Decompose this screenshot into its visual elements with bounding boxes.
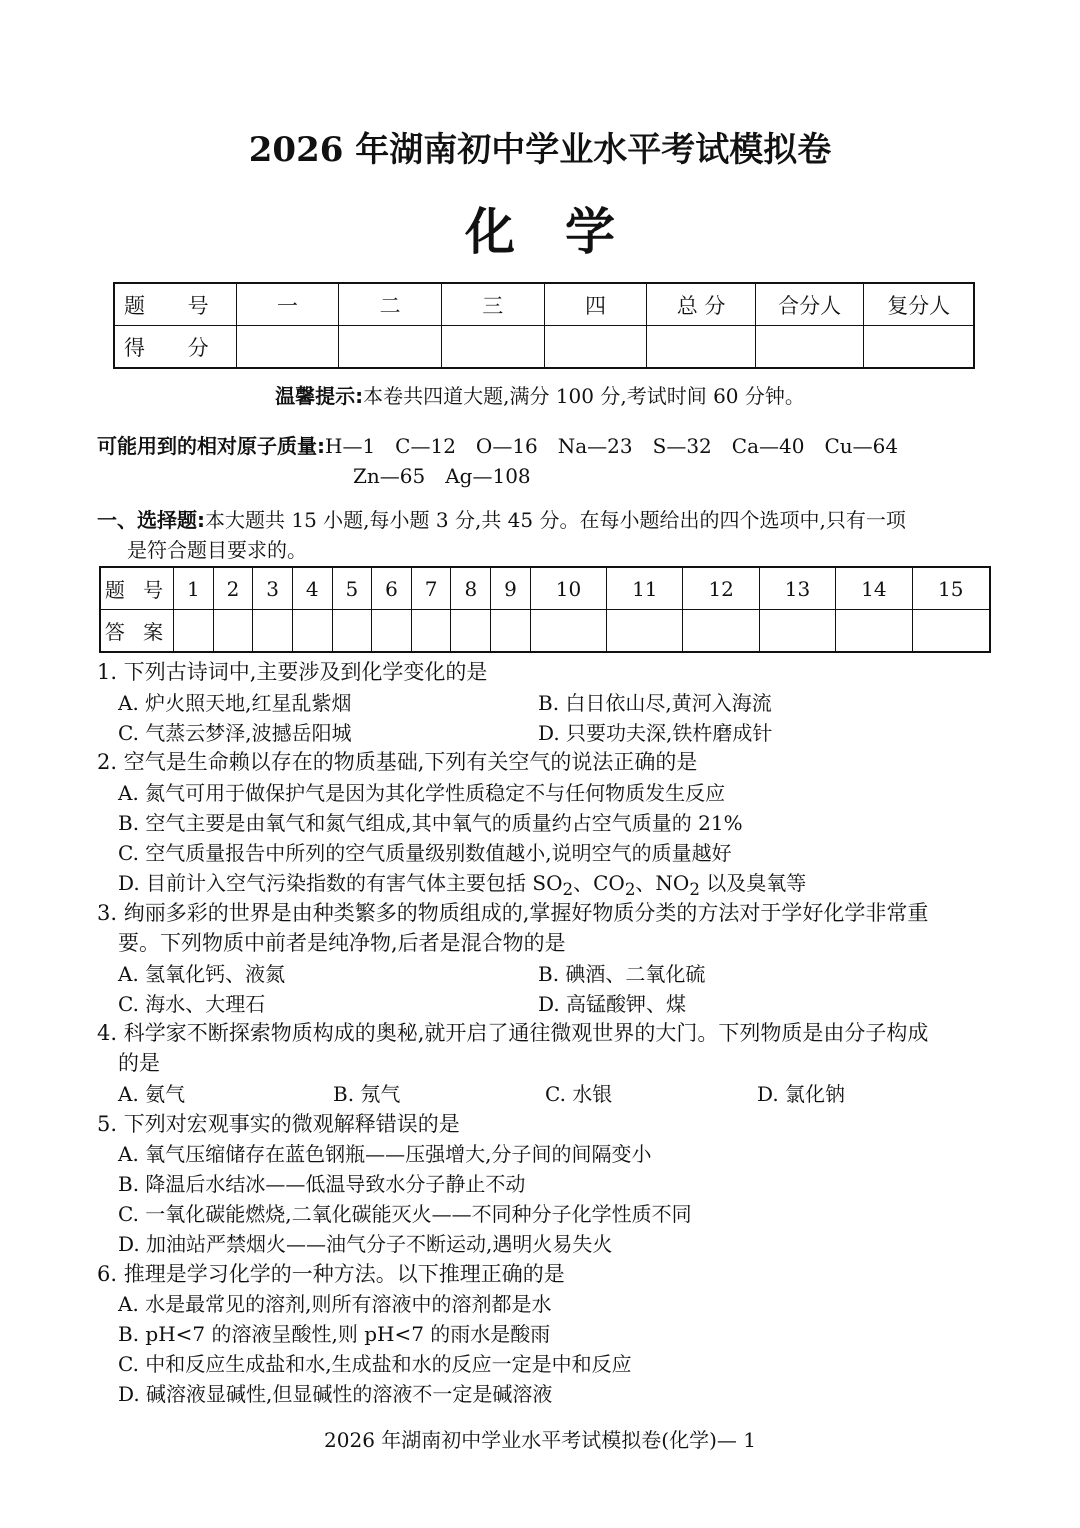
subscript-2: 2	[689, 880, 700, 899]
answer-cell[interactable]	[683, 610, 759, 653]
score-header-cell: 四	[544, 283, 647, 326]
answer-number-cell: 9	[491, 567, 531, 610]
score-cell[interactable]	[236, 326, 339, 369]
question-6-option-c: C. 中和反应生成盐和水,生成盐和水的反应一定是中和反应	[118, 1352, 632, 1376]
answer-number-cell: 12	[683, 567, 759, 610]
answer-cell[interactable]	[292, 610, 332, 653]
answer-cell[interactable]	[332, 610, 372, 653]
page-footer: 2026 年湖南初中学业水平考试模拟卷(化学)— 1	[324, 1428, 756, 1452]
question-2-option-d-text: D. 目前计入空气污染指数的有害气体主要包括 SO	[118, 871, 563, 895]
score-cell[interactable]	[441, 326, 544, 369]
score-table-score-row	[114, 326, 974, 369]
question-4-option-d: D. 氯化钠	[757, 1082, 846, 1106]
answer-number-cell: 5	[332, 567, 372, 610]
answer-number-cell: 13	[759, 567, 835, 610]
question-4-option-b: B. 氖气	[333, 1082, 401, 1106]
score-header-cell: 一	[236, 283, 339, 326]
answer-table-number-row	[100, 567, 990, 610]
answer-cell[interactable]	[253, 610, 293, 653]
question-3-option-d: D. 高锰酸钾、煤	[538, 992, 687, 1016]
score-cell[interactable]	[647, 326, 756, 369]
subscript-2: 2	[562, 880, 574, 899]
atomic-mass-line-1	[97, 430, 898, 459]
score-header-cell: 复分人	[864, 283, 974, 326]
atomic-mass-label: 可能用到的相对原子质量:	[97, 434, 325, 458]
atomic-mass-values-2: Zn—65 Ag—108	[353, 464, 531, 488]
question-1-option-c: C. 气蒸云梦泽,波撼岳阳城	[118, 721, 352, 745]
question-2-option-a: A. 氮气可用于做保护气是因为其化学性质稳定不与任何物质发生反应	[118, 781, 726, 805]
question-2-stem: 2. 空气是生命赖以存在的物质基础,下列有关空气的说法正确的是	[97, 750, 698, 774]
question-5-option-a: A. 氧气压缩储存在蓝色钢瓶——压强增大,分子间的间隔变小	[118, 1142, 652, 1166]
question-4-stem-2: 的是	[118, 1051, 160, 1075]
score-header-cell: 合分人	[755, 283, 864, 326]
question-2-option-d-text: 、NO	[635, 871, 690, 895]
section-label: 一、选择题:	[97, 508, 205, 532]
answer-cell[interactable]	[451, 610, 491, 653]
answer-row-label: 答 案	[100, 610, 174, 653]
question-6-option-a: A. 水是最常见的溶剂,则所有溶液中的溶剂都是水	[118, 1292, 552, 1316]
question-6-stem: 6. 推理是学习化学的一种方法。以下推理正确的是	[97, 1262, 565, 1286]
answer-cell[interactable]	[759, 610, 835, 653]
question-5-stem: 5. 下列对宏观事实的微观解释错误的是	[97, 1112, 460, 1136]
question-4-option-c: C. 水银	[545, 1082, 613, 1106]
section-instructions-1: 本大题共 15 小题,每小题 3 分,共 45 分。在每小题给出的四个选项中,只有一项	[205, 508, 906, 532]
question-6-option-b: B. pH<7 的溶液呈酸性,则 pH<7 的雨水是酸雨	[118, 1322, 551, 1346]
question-4-stem-1: 4. 科学家不断探索物质构成的奥秘,就开启了通往微观世界的大门。下列物质是由分子构成	[97, 1021, 929, 1045]
answer-cell[interactable]	[411, 610, 451, 653]
score-row-label: 得 分	[114, 326, 236, 369]
atomic-mass-values-1: H—1 C—12 O—16 Na—23 S—32 Ca—40 Cu—64	[325, 434, 899, 458]
question-2-option-d	[118, 867, 806, 899]
answer-number-cell: 11	[607, 567, 683, 610]
answer-cell[interactable]	[372, 610, 412, 653]
score-cell[interactable]	[544, 326, 647, 369]
answer-cell[interactable]	[213, 610, 253, 653]
tip-line	[0, 380, 1080, 409]
score-table-header-row	[114, 283, 974, 326]
answer-number-cell: 10	[530, 567, 606, 610]
question-1-option-a: A. 炉火照天地,红星乱紫烟	[118, 691, 352, 715]
section-instructions-2: 是符合题目要求的。	[127, 538, 307, 562]
answer-number-cell: 14	[836, 567, 912, 610]
answer-cell[interactable]	[530, 610, 606, 653]
question-3-option-a: A. 氢氧化钙、液氮	[118, 962, 286, 986]
score-header-cell: 二	[339, 283, 442, 326]
question-3-stem-1: 3. 绚丽多彩的世界是由种类繁多的物质组成的,掌握好物质分类的方法对于学好化学非常重	[97, 901, 929, 925]
question-3-option-b: B. 碘酒、二氧化硫	[538, 962, 706, 986]
score-cell[interactable]	[864, 326, 974, 369]
answer-number-cell: 4	[292, 567, 332, 610]
question-5-option-c: C. 一氧化碳能燃烧,二氧化碳能灭火——不同种分子化学性质不同	[118, 1202, 692, 1226]
answer-number-label: 题 号	[100, 567, 174, 610]
score-header-cell: 题 号	[114, 283, 236, 326]
question-2-option-c: C. 空气质量报告中所列的空气质量级别数值越小,说明空气的质量越好	[118, 841, 732, 865]
score-table	[113, 282, 975, 369]
question-1-option-b: B. 白日依山尽,黄河入海流	[538, 691, 772, 715]
answer-table-answer-row	[100, 610, 990, 653]
answer-number-cell: 1	[174, 567, 214, 610]
subject-title: 化学	[465, 202, 665, 261]
answer-cell[interactable]	[607, 610, 683, 653]
answer-number-cell: 15	[912, 567, 990, 610]
question-3-stem-2: 要。下列物质中前者是纯净物,后者是混合物的是	[118, 931, 566, 955]
question-5-option-d: D. 加油站严禁烟火——油气分子不断运动,遇明火易失火	[118, 1232, 613, 1256]
answer-number-cell: 2	[213, 567, 253, 610]
tip-text: 本卷共四道大题,满分 100 分,考试时间 60 分钟。	[363, 384, 805, 408]
answer-table	[99, 566, 991, 653]
subscript-2: 2	[624, 880, 636, 899]
question-2-option-b: B. 空气主要是由氧气和氮气组成,其中氧气的质量约占空气质量的 21%	[118, 811, 743, 835]
answer-cell[interactable]	[836, 610, 912, 653]
score-header-cell: 三	[441, 283, 544, 326]
answer-number-cell: 6	[372, 567, 412, 610]
answer-number-cell: 7	[411, 567, 451, 610]
answer-number-cell: 8	[451, 567, 491, 610]
answer-cell[interactable]	[912, 610, 990, 653]
score-header-cell: 总 分	[647, 283, 756, 326]
answer-number-cell: 3	[253, 567, 293, 610]
question-4-option-a: A. 氨气	[118, 1082, 186, 1106]
section-heading	[97, 504, 906, 533]
answer-cell[interactable]	[491, 610, 531, 653]
answer-cell[interactable]	[174, 610, 214, 653]
exam-title: 2026 年湖南初中学业水平考试模拟卷	[248, 130, 832, 170]
question-2-option-d-text: 以及臭氧等	[699, 871, 807, 895]
score-cell[interactable]	[755, 326, 864, 369]
score-cell[interactable]	[339, 326, 442, 369]
question-5-option-b: B. 降温后水结冰——低温导致水分子静止不动	[118, 1172, 526, 1196]
question-6-option-d: D. 碱溶液显碱性,但显碱性的溶液不一定是碱溶液	[118, 1382, 553, 1406]
question-1-stem: 1. 下列古诗词中,主要涉及到化学变化的是	[97, 660, 488, 684]
question-1-option-d: D. 只要功夫深,铁杵磨成针	[538, 721, 773, 745]
tip-label: 温馨提示:	[275, 384, 364, 408]
question-2-option-d-text: 、CO	[573, 871, 625, 895]
question-3-option-c: C. 海水、大理石	[118, 992, 266, 1016]
